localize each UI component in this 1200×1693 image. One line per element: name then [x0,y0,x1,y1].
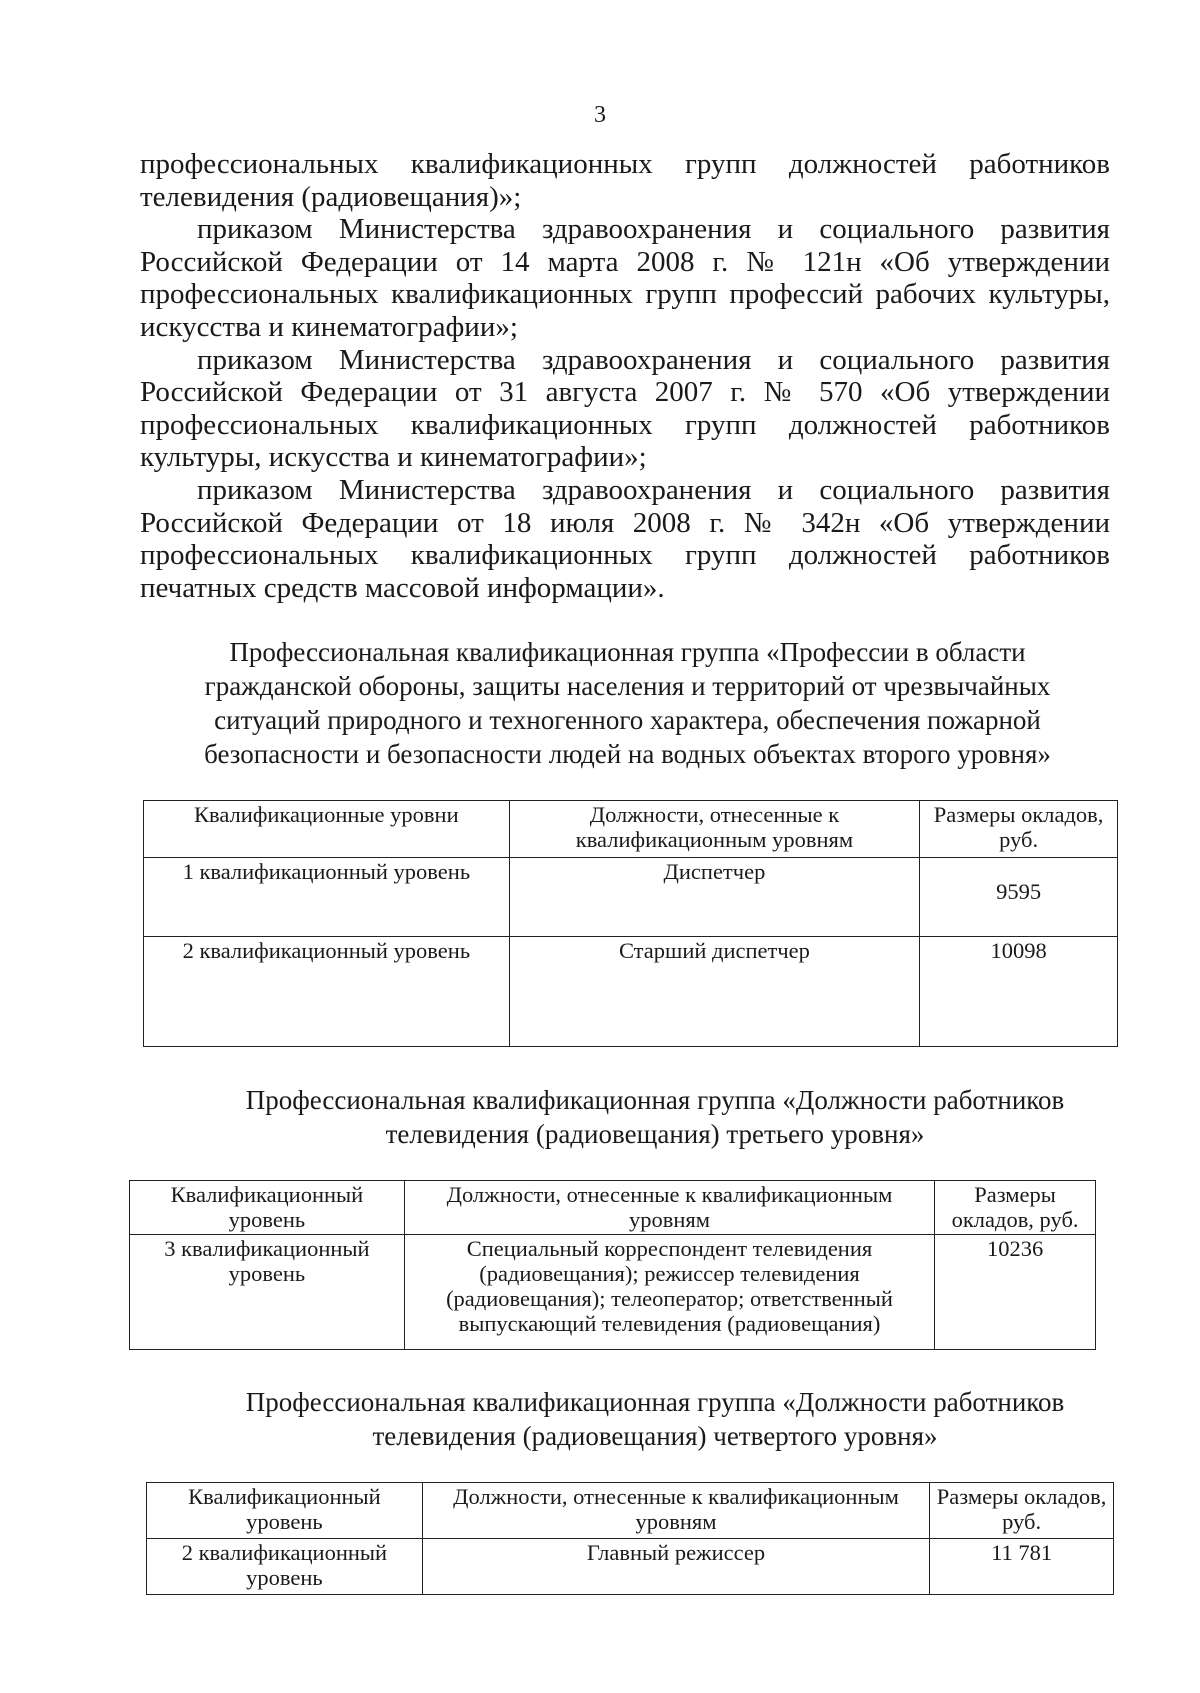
table-row [144,858,1118,937]
header-cell: Должности, отнесенные к квалификационным уровням [404,1181,934,1235]
section-title: Профессиональная квалификационная группа «Должности работников телевидения (радиовещания) четвертого уровня» [245,1387,1065,1451]
header-cell: Размеры окладов, руб. [920,801,1118,858]
header-cell: Должности, отнесенные к квалификационным уровням [422,1483,929,1539]
position-cell: Главный режиссер [422,1539,929,1595]
salary-cell: 10236 [935,1235,1096,1350]
header-cell: Размеры окладов, руб. [935,1181,1096,1235]
position-cell: Старший диспетчер [509,937,920,1047]
table-row [144,937,1118,1047]
header-cell: Квалификационный уровень [130,1181,405,1235]
page-number: 3 [594,102,606,128]
table-header-row [144,801,1118,858]
salary-table [143,800,1118,1047]
intro-paragraph: приказом Министерства здравоохранения и социального развития Российской Федерации от 14 марта 2008 г. № 121н «Об утверждении профессиональных квалификационных групп профессий рабочих культуры, искусства и кинематографии»; [140,213,1110,343]
header-cell: Должности, отнесенные к квалификационным уровням [509,801,920,858]
table-header-row [130,1181,1096,1235]
intro-paragraph: приказом Министерства здравоохранения и социального развития Российской Федерации от 31 августа 2007 г. № 570 «Об утверждении профессиональных квалификационных групп должностей работников культуры, искусства и кинематографии»; [140,343,1110,474]
intro-text [140,148,1110,604]
intro-paragraph: профессиональных квалификационных групп должностей работников телевидения (радиовещания)»; [140,148,1110,213]
table-row [130,1235,1096,1350]
salary-cell [920,858,1118,937]
level-cell: 2 квалификационный уровень [144,937,510,1047]
salary-table [129,1180,1096,1350]
table-header-row [147,1483,1114,1539]
salary-table [146,1482,1114,1595]
salary-cell: 11 781 [930,1539,1114,1595]
level-cell: 2 квалификационный уровень [147,1539,423,1595]
salary-cell: 10098 [920,937,1118,1047]
level-cell: 1 квалификационный уровень [144,858,510,937]
intro-paragraph: приказом Министерства здравоохранения и социального развития Российской Федерации от 18 июля 2008 г. № 342н «Об утверждении профессиональных квалификационных групп должностей работников печатных средств массовой информации». [140,473,1110,604]
level-cell: 3 квалификационный уровень [130,1235,405,1350]
section-title: Профессиональная квалификационная группа «Профессии в области гражданской обороны, защиты населения и территорий от чрезвычайных ситуаций природного и техногенного характера, обеспечения пожарной безопасности и безопасности людей на водных объектах второго уровня» [204,637,1051,769]
header-cell: Размеры окладов, руб. [930,1483,1114,1539]
position-cell: Специальный корреспондент телевидения (радиовещания); режиссер телевидения (радиовещания); телеоператор; ответственный выпускающий телевидения (радиовещания) [404,1235,934,1350]
position-cell: Диспетчер [509,858,920,937]
table-row [147,1539,1114,1595]
section-title: Профессиональная квалификационная группа «Должности работников телевидения (радиовещания) третьего уровня» [245,1085,1065,1149]
salary-value: 9595 [996,879,1042,904]
header-cell: Квалификационные уровни [144,801,510,858]
header-cell: Квалификационный уровень [147,1483,423,1539]
